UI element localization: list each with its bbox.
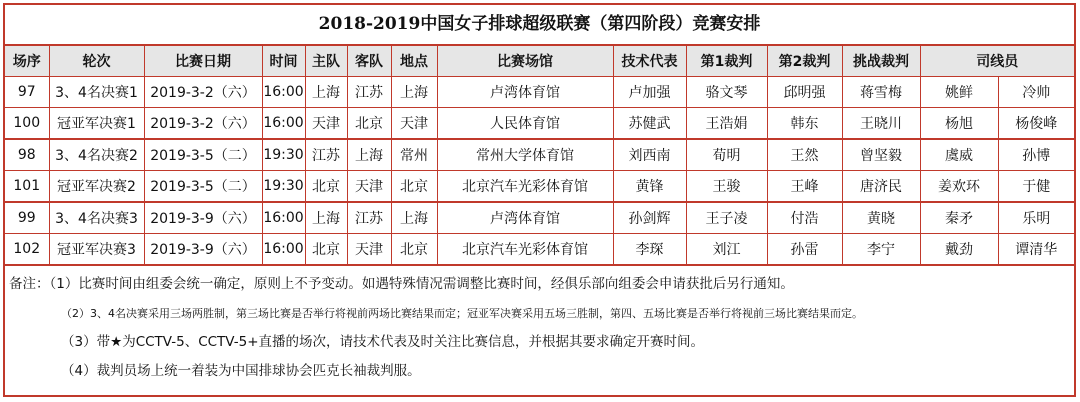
cell-place: 天津 [391,108,437,140]
cell-date: 2019-3-5（二） [144,171,262,203]
cell-place: 常州 [391,139,437,171]
schedule-table [5,45,1074,265]
cell-venue: 卢湾体育馆 [437,77,613,108]
cell-line2: 谭清华 [998,234,1074,265]
cell-challenge: 蒋雪梅 [842,77,920,108]
cell-home: 天津 [305,108,347,140]
header-cell-no: 场序 [5,46,49,77]
cell-line2: 杨俊峰 [998,108,1074,140]
cell-tech: 刘西南 [613,139,686,171]
cell-challenge: 曾坚毅 [842,139,920,171]
cell-challenge: 唐济民 [842,171,920,203]
cell-away: 天津 [347,234,391,265]
schedule-sheet [3,3,1076,397]
cell-round: 冠亚军决赛2 [49,171,144,203]
cell-line1: 戴劲 [920,234,998,265]
page-title: 2018-2019中国女子排球超级联赛（第四阶段）竞赛安排 [5,5,1074,45]
cell-time: 16:00 [262,202,305,234]
cell-tech: 卢加强 [613,77,686,108]
header-cell-date: 比赛日期 [144,46,262,77]
cell-away: 上海 [347,139,391,171]
cell-line2: 于健 [998,171,1074,203]
cell-away: 江苏 [347,202,391,234]
cell-time: 19:30 [262,171,305,203]
cell-ref2: 付浩 [767,202,842,234]
cell-no: 97 [5,77,49,108]
cell-time: 19:30 [262,139,305,171]
cell-home: 北京 [305,234,347,265]
table-row [5,139,1074,171]
cell-home: 江苏 [305,139,347,171]
header-cell-linesmen: 司线员 [920,46,1074,77]
cell-challenge: 李宁 [842,234,920,265]
cell-venue: 北京汽车光彩体育馆 [437,171,613,203]
note-1: 备注：（1）比赛时间由组委会统一确定，原则上不予变动。如遇特殊情况需调整比赛时间，经俱乐部向组委会申请获批后另行通知。 [9,276,794,292]
cell-ref1: 王子凌 [686,202,767,234]
table-header-row [5,46,1074,77]
cell-ref1: 王浩娟 [686,108,767,140]
header-cell-ref2: 第2裁判 [767,46,842,77]
header-cell-away: 客队 [347,46,391,77]
cell-away: 天津 [347,171,391,203]
cell-date: 2019-3-2（六） [144,77,262,108]
cell-round: 3、4名决赛2 [49,139,144,171]
cell-time: 16:00 [262,77,305,108]
cell-tech: 黄锋 [613,171,686,203]
cell-round: 冠亚军决赛1 [49,108,144,140]
cell-ref1: 王骏 [686,171,767,203]
cell-no: 100 [5,108,49,140]
cell-round: 3、4名决赛1 [49,77,144,108]
header-cell-tech: 技术代表 [613,46,686,77]
cell-ref1: 刘江 [686,234,767,265]
cell-away: 江苏 [347,77,391,108]
cell-ref2: 邱明强 [767,77,842,108]
header-cell-ref1: 第1裁判 [686,46,767,77]
cell-venue: 人民体育馆 [437,108,613,140]
cell-line1: 秦矛 [920,202,998,234]
cell-round: 冠亚军决赛3 [49,234,144,265]
table-row [5,234,1074,265]
cell-ref1: 荀明 [686,139,767,171]
cell-place: 北京 [391,171,437,203]
cell-ref2: 王然 [767,139,842,171]
cell-home: 北京 [305,171,347,203]
cell-venue: 北京汽车光彩体育馆 [437,234,613,265]
cell-tech: 李琛 [613,234,686,265]
note-3: （3）带★为CCTV-5、CCTV-5+直播的场次，请技术代表及时关注比赛信息，并根据其要求确定开赛时间。 [61,334,705,350]
table-row [5,77,1074,108]
cell-round: 3、4名决赛3 [49,202,144,234]
cell-tech: 苏健武 [613,108,686,140]
cell-challenge: 王晓川 [842,108,920,140]
cell-ref2: 王峰 [767,171,842,203]
cell-line2: 冷帅 [998,77,1074,108]
cell-venue: 卢湾体育馆 [437,202,613,234]
cell-date: 2019-3-2（六） [144,108,262,140]
cell-line2: 孙博 [998,139,1074,171]
cell-home: 上海 [305,77,347,108]
cell-no: 98 [5,139,49,171]
cell-place: 上海 [391,77,437,108]
cell-time: 16:00 [262,108,305,140]
cell-time: 16:00 [262,234,305,265]
cell-line2: 乐明 [998,202,1074,234]
header-cell-time: 时间 [262,46,305,77]
cell-date: 2019-3-5（二） [144,139,262,171]
header-cell-place: 地点 [391,46,437,77]
cell-away: 北京 [347,108,391,140]
cell-date: 2019-3-9（六） [144,234,262,265]
cell-place: 北京 [391,234,437,265]
cell-no: 102 [5,234,49,265]
cell-ref1: 骆文琴 [686,77,767,108]
cell-home: 上海 [305,202,347,234]
cell-line1: 姜欢环 [920,171,998,203]
cell-venue: 常州大学体育馆 [437,139,613,171]
header-cell-home: 主队 [305,46,347,77]
cell-no: 99 [5,202,49,234]
table-row [5,171,1074,203]
cell-line1: 虞威 [920,139,998,171]
cell-date: 2019-3-9（六） [144,202,262,234]
header-cell-venue: 比赛场馆 [437,46,613,77]
cell-no: 101 [5,171,49,203]
note-4: （4）裁判员场上统一着装为中国排球协会匹克长袖裁判服。 [61,363,421,379]
cell-line1: 杨旭 [920,108,998,140]
table-row [5,108,1074,140]
cell-line1: 姚鲜 [920,77,998,108]
header-cell-challenge: 挑战裁判 [842,46,920,77]
cell-ref2: 韩东 [767,108,842,140]
cell-tech: 孙剑辉 [613,202,686,234]
cell-challenge: 黄晓 [842,202,920,234]
cell-ref2: 孙雷 [767,234,842,265]
cell-place: 上海 [391,202,437,234]
header-cell-round: 轮次 [49,46,144,77]
table-row [5,202,1074,234]
notes-section [5,265,1074,386]
note-2: （2）3、4名决赛采用三场两胜制，第三场比赛是否举行将视前两场比赛结果而定；冠亚军决赛采用五场三胜制，第四、五场比赛是否举行将视前三场比赛结果而定。 [61,307,863,320]
